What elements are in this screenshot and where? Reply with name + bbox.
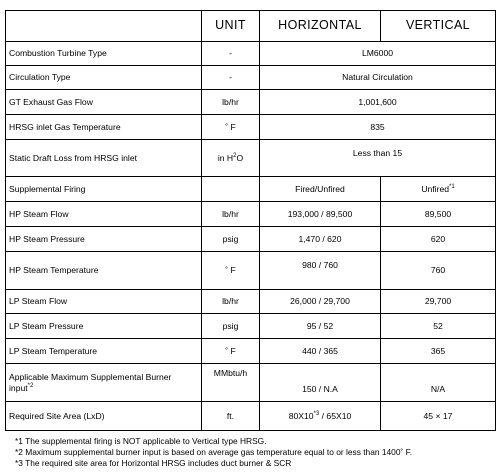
row-label: Static Draft Loss from HRSG inlet <box>6 140 202 177</box>
row-vertical: N/A <box>381 364 496 402</box>
row-unit <box>202 140 260 177</box>
row-label: Required Site Area (LxD) <box>6 402 202 431</box>
row-label: LP Steam Flow <box>6 290 202 314</box>
table-row <box>6 42 496 66</box>
row-label: HP Steam Temperature <box>6 252 202 290</box>
site-area-horizontal-b: / 65X10 <box>321 410 352 421</box>
site-area-horizontal-a: 80X10 <box>288 410 314 421</box>
row-horizontal <box>260 402 381 431</box>
footnote-marker: *2 <box>27 382 34 389</box>
row-horizontal: 193,000 / 89,500 <box>260 202 381 227</box>
row-label: Combustion Turbine Type <box>6 42 202 66</box>
header-horizontal: HORIZONTAL <box>260 11 381 42</box>
row-value: Natural Circulation <box>260 66 496 90</box>
row-unit: MMbtu/h <box>202 364 260 402</box>
row-label: Circulation Type <box>6 66 202 90</box>
row-vertical: 89,500 <box>381 202 496 227</box>
row-value: 1,001,600 <box>260 90 496 115</box>
table-row <box>6 227 496 252</box>
label-text: Applicable Maximum Supplemental Burner input <box>9 371 172 393</box>
row-vertical: 365 <box>381 339 496 364</box>
row-unit: psig <box>202 314 260 339</box>
row-label: HP Steam Pressure <box>6 227 202 252</box>
row-value: Less than 15 <box>260 140 496 177</box>
row-horizontal: 1,470 / 620 <box>260 227 381 252</box>
row-label <box>6 364 202 402</box>
row-unit: ˚ F <box>202 339 260 364</box>
row-unit: ˚ F <box>202 115 260 140</box>
row-unit <box>202 177 260 202</box>
row-horizontal: 980 / 760 <box>260 252 381 290</box>
row-horizontal: 440 / 365 <box>260 339 381 364</box>
table-row <box>6 364 496 402</box>
row-unit: - <box>202 42 260 66</box>
row-vertical: 620 <box>381 227 496 252</box>
vertical-text: Unfired <box>421 183 450 194</box>
row-horizontal: Fired/Unfired <box>260 177 381 202</box>
row-horizontal: 26,000 / 29,700 <box>260 290 381 314</box>
row-vertical: 45 × 17 <box>381 402 496 431</box>
table-row <box>6 177 496 202</box>
row-vertical: 52 <box>381 314 496 339</box>
table-row <box>6 66 496 90</box>
row-vertical: 29,700 <box>381 290 496 314</box>
row-label: HRSG inlet Gas Temperature <box>6 115 202 140</box>
table-row <box>6 339 496 364</box>
table-row <box>6 314 496 339</box>
hrsg-spec-table <box>5 10 496 431</box>
header-vertical: VERTICAL <box>381 11 496 42</box>
row-value: LM6000 <box>260 42 496 66</box>
footnote-3: *3 The required site area for Horizontal HRSG includes duct burner & SCR <box>15 457 292 468</box>
row-unit: - <box>202 66 260 90</box>
table-row <box>6 202 496 227</box>
row-horizontal: 150 / N.A <box>260 364 381 402</box>
footnotes <box>15 436 499 468</box>
unit-subscript: 2 <box>233 152 237 159</box>
table-row <box>6 252 496 290</box>
header-row <box>6 11 496 42</box>
table-row <box>6 290 496 314</box>
row-unit: ft. <box>202 402 260 431</box>
unit-text: in H <box>217 152 234 163</box>
row-vertical: 760 <box>381 252 496 290</box>
footnote-marker: *1 <box>449 183 455 190</box>
footnote-2: *2 Maximum supplemental burner input is based on average gas temperature equal to or less than 1400˚ F. <box>15 446 413 457</box>
table-row <box>6 90 496 115</box>
row-label: HP Steam Flow <box>6 202 202 227</box>
footnote-marker: *3 <box>313 410 320 417</box>
row-vertical <box>381 177 496 202</box>
row-label: Supplemental Firing <box>6 177 202 202</box>
row-value: 835 <box>260 115 496 140</box>
table-row <box>6 402 496 431</box>
unit-tail: O <box>236 152 244 163</box>
row-label: LP Steam Pressure <box>6 314 202 339</box>
row-unit: lb/hr <box>202 90 260 115</box>
row-unit: psig <box>202 227 260 252</box>
table-row <box>6 140 496 177</box>
header-blank-cell <box>6 11 202 42</box>
row-horizontal: 95 / 52 <box>260 314 381 339</box>
footnote-1: *1 The supplemental firing is NOT applicable to Vertical type HRSG. <box>15 436 267 446</box>
row-unit: ˚ F <box>202 252 260 290</box>
header-unit: UNIT <box>202 11 260 42</box>
row-unit: lb/hr <box>202 202 260 227</box>
table-row <box>6 115 496 140</box>
row-label: LP Steam Temperature <box>6 339 202 364</box>
row-label: GT Exhaust Gas Flow <box>6 90 202 115</box>
row-unit: lb/hr <box>202 290 260 314</box>
